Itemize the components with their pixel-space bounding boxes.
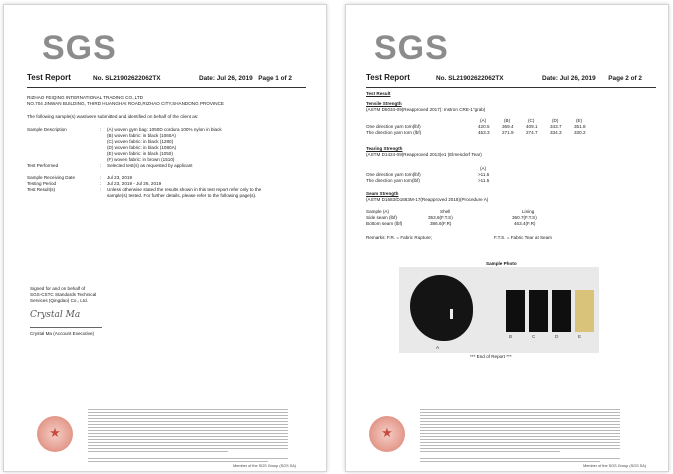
colon: : — [100, 175, 102, 180]
sample-desc-line: (A) woven gym bag: 1050D cordura 100% nylon in black — [107, 127, 222, 132]
intro-text: The following sample(s) was/were submitted and identified on behalf of the client as: — [27, 114, 199, 119]
legal-fine-print — [420, 409, 620, 454]
seam-cell: 353.6(F.T.S) — [428, 215, 453, 220]
tensile-row-label: One direction yarn torn(lbf) — [366, 124, 421, 129]
report-page-2 — [345, 4, 669, 472]
company-seal — [37, 416, 73, 452]
seam-heading: Seam Strength — [366, 191, 399, 196]
seam-sample-label: Sample (A) — [366, 209, 389, 214]
seam-col: Lining — [522, 209, 535, 214]
tensile-cell: 453.3 — [478, 130, 490, 135]
sample-e-swatch — [575, 290, 594, 332]
header-divider — [366, 87, 656, 88]
signed-line: Services (Qingdao) Co., Ltd. — [30, 298, 88, 303]
handwritten-signature: Crystal Ma — [30, 310, 81, 320]
tearing-method: (ASTM D1424-09(Reapproved 2013)e1 (Elmendorf Tear) — [366, 152, 482, 157]
report-number: No. SL21902622062TX — [93, 75, 161, 82]
tearing-cell: >11.5 — [478, 172, 490, 177]
sample-desc-line: (E) woven fabric: in black (1050) — [107, 151, 173, 156]
testing-period-label: Testing Period — [27, 181, 57, 186]
test-performed-label: Test Performed — [27, 163, 59, 168]
signature-line — [30, 327, 102, 328]
colon: : — [100, 127, 102, 132]
sample-description-label: Sample Description — [27, 127, 67, 132]
sample-desc-line: (B) woven fabric: in black (1060A) — [107, 133, 176, 138]
tensile-cell: 271.9 — [502, 130, 514, 135]
report-title: Test Report — [27, 73, 71, 82]
test-results-label: Test Result(s) — [27, 187, 56, 192]
tensile-heading: Tensile Strength — [366, 101, 402, 106]
sgs-logo: SGS — [42, 29, 117, 67]
seam-cell: 463.4(F.R) — [514, 221, 536, 226]
tensile-cell: 369.4 — [502, 124, 514, 129]
client-company: RIZHAO FEIQING INTERNATIONAL TRADING CO.,LTD — [27, 95, 143, 100]
page-indicator: Page 1 of 2 — [258, 75, 292, 82]
legal-fine-print — [88, 409, 288, 454]
receiving-date-label: Sample Receiving Date — [27, 175, 76, 180]
tensile-cell: 274.7 — [526, 130, 538, 135]
signer-name: Crystal Ma (Account Executive) — [30, 331, 95, 336]
sgs-member-text: Member of the SGS Group (SGS SA) — [233, 464, 296, 468]
tensile-cell: 409.1 — [526, 124, 538, 129]
photo-label: C — [532, 334, 536, 339]
seam-cell: 360.7(F.T.S) — [512, 215, 537, 220]
photo-label: A — [436, 345, 440, 350]
sample-desc-line: (D) woven fabric: in black (1080A) — [107, 145, 177, 150]
star-icon: ★ — [381, 425, 393, 440]
report-number: No. SL21902622062TX — [436, 75, 504, 82]
photo-label: B — [509, 334, 513, 339]
test-result-heading: Test Result — [366, 91, 391, 96]
sgs-member-text: Member of the SGS Group (SGS SA) — [583, 464, 646, 468]
test-results-line: sample(s) tested. For further details, please refer to the following page(s). — [107, 193, 257, 198]
colon: : — [100, 163, 102, 168]
tensile-col: (A) — [480, 118, 487, 123]
label-tag — [450, 309, 453, 319]
company-seal — [369, 416, 405, 452]
tensile-col: (E) — [576, 118, 583, 123]
sgs-logo: SGS — [374, 29, 449, 67]
seam-cell: 386.6(F.R) — [430, 221, 452, 226]
tensile-cell: 334.3 — [550, 130, 562, 135]
header-divider — [27, 87, 306, 88]
tensile-cell: 351.8 — [574, 124, 586, 129]
sample-c-swatch — [529, 290, 548, 332]
end-of-report: *** End of Report *** — [470, 354, 512, 359]
seam-method: (ASTM D1683/D1683M-17(Reapproved 2018)(Procedure A) — [366, 197, 489, 202]
test-results-line: Unless otherwise stated the results shown in this test report refer only to the — [107, 187, 262, 192]
sample-b-swatch — [506, 290, 525, 332]
seam-col: Shell — [440, 209, 451, 214]
sample-desc-line: (F) woven fabric: in brown (1510) — [107, 157, 175, 162]
sample-a-bag-photo — [410, 275, 473, 341]
tearing-row-label: One direction yarn torn(lbf) — [366, 172, 421, 177]
test-performed-value: Selected test(s) as requested by applicant — [107, 163, 193, 168]
sample-d-swatch — [552, 290, 571, 332]
photo-label: E — [578, 334, 582, 339]
client-address: NO.704 JINWAN BUILDING, THIRD HUANGHAI ROAD,RIZHAO CITY,SHANDONG PROVINCE — [27, 101, 224, 106]
page-indicator: Page 2 of 2 — [608, 75, 642, 82]
colon: : — [100, 187, 102, 192]
signed-line: Signed for and on behalf of — [30, 286, 86, 291]
receiving-date-value: Jul 23, 2019 — [107, 175, 133, 180]
tearing-heading: Tearing Strength — [366, 146, 403, 151]
tensile-col: (C) — [528, 118, 535, 123]
remarks: Remarks: F.R. = Fabric Rupture; — [366, 235, 432, 240]
tearing-cell: >11.5 — [478, 178, 490, 183]
report-date: Date: Jul 26, 2019 — [199, 75, 253, 82]
tensile-row-label: The direction yarn torn (lbf) — [366, 130, 422, 135]
star-icon: ★ — [49, 425, 61, 440]
signed-line: SGS-CSTC Standards Technical — [30, 292, 97, 297]
tensile-col: (D) — [552, 118, 559, 123]
report-title: Test Report — [366, 73, 410, 82]
seam-row-label: Bottom seam (lbf) — [366, 221, 403, 226]
tensile-method: (ASTM D5034-09(Reapproved 2017): Instron CRE-1"grab) — [366, 107, 486, 112]
tensile-col: (B) — [504, 118, 511, 123]
photo-label: D — [555, 334, 559, 339]
tensile-cell: 343.7 — [550, 124, 562, 129]
tearing-col: (A) — [480, 166, 487, 171]
testing-period-value: Jul 23, 2019 - Jul 26, 2019 — [107, 181, 162, 186]
remarks-fts: F.T.S. = Fabric Tear at Seam — [494, 235, 552, 240]
seam-row-label: Side seam (lbf) — [366, 215, 397, 220]
sample-photo-title: Sample Photo — [486, 261, 517, 266]
report-date: Date: Jul 26, 2019 — [542, 75, 596, 82]
report-page-1 — [3, 4, 327, 472]
tensile-cell: 330.2 — [574, 130, 586, 135]
tearing-row-label: The direction yarn torn(lbf) — [366, 178, 420, 183]
sample-desc-line: (C) woven fabric: in black (1280) — [107, 139, 174, 144]
colon: : — [100, 181, 102, 186]
tensile-cell: 420.5 — [478, 124, 490, 129]
